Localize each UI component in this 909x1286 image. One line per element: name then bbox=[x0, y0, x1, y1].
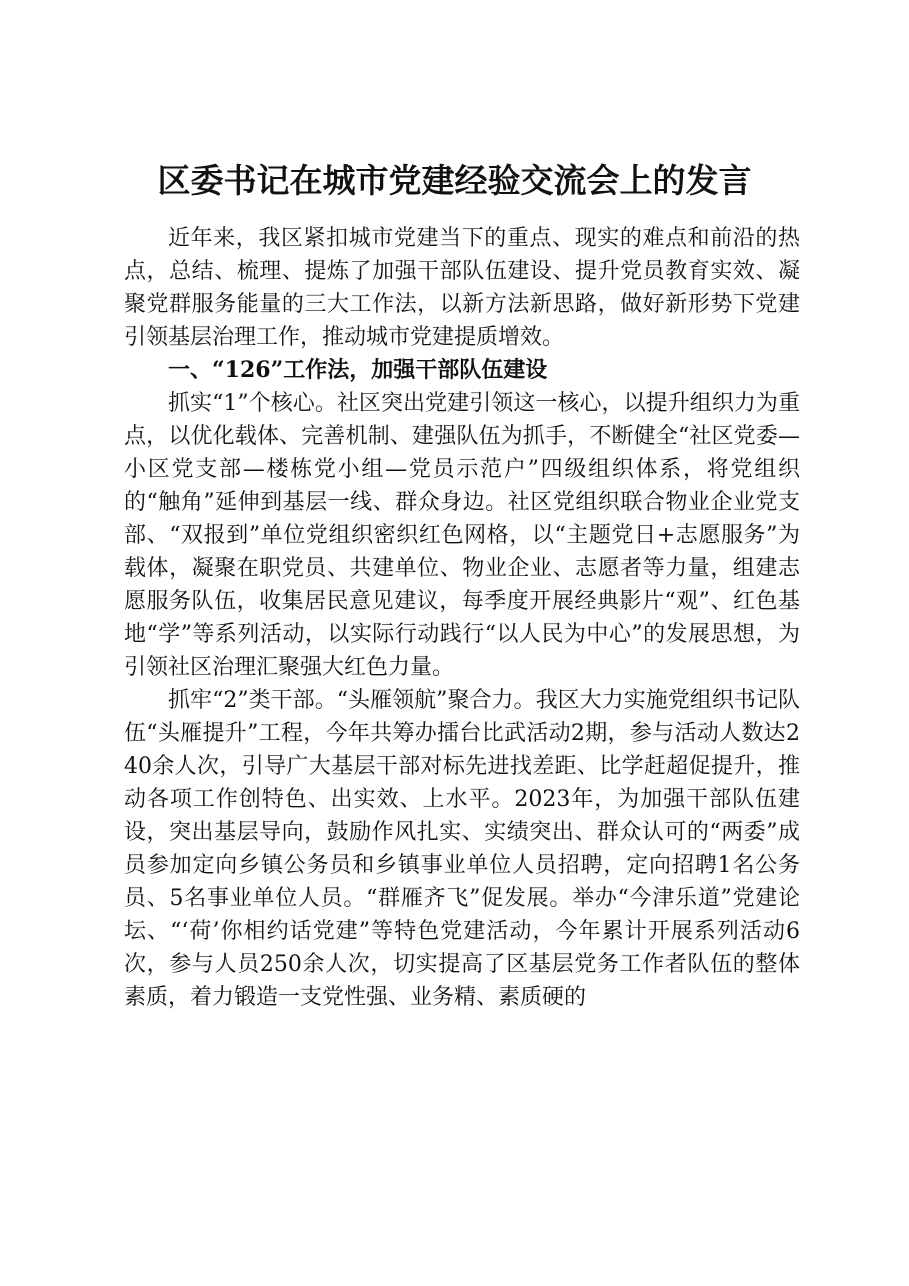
section-heading-1: 一、“126”工作法，加强干部队伍建设 bbox=[168, 357, 548, 383]
paragraph-intro: 近年来，我区紧扣城市党建当下的重点、现实的难点和前沿的热点，总结、梳理、提炼了加强干部队伍建设、提升党员教育实效、凝聚党群服务能量的三大工作法，以新方法新思路，做好新形势下党建引领基层治理工作，推动城市党建提质增效。 bbox=[124, 226, 800, 350]
paragraph-core: 抓实“1”个核心。社区突出党建引领这一核心，以提升组织力为重点，以优化载体、完善机制、建强队伍为抓手，不断健全“社区党委—小区党支部—楼栋党小组—党员示范户”四级组织体系，将党组织的“触角”延伸到基层一线、群众身边。社区党组织联合物业企业党支部、“双报到”单位党组织密织红色网格，以“主题党日+志愿服务”为载体，凝聚在职党员、共建单位、物业企业、志愿者等力量，组建志愿服务队伍，收集居民意见建议，每季度开展经典影片“观”、红色基地“学”等系列活动，以实际行动践行“以人民为中心”的发展思想，为引领社区治理汇聚强大红色力量。 bbox=[124, 391, 800, 680]
document-body bbox=[124, 222, 800, 1014]
paragraph-cadres: 抓牢“2”类干部。“头雁领航”聚合力。我区大力实施党组织书记队伍“头雁提升”工程，今年共筹办擂台比武活动2期，参与活动人数达240余人次，引导广大基层干部对标先进找差距、比学赶超促提升，推动各项工作创特色、出实效、上水平。2023年，为加强干部队伍建设，突出基层导向，鼓励作风扎实、实绩突出、群众认可的“两委”成员参加定向乡镇公务员和乡镇事业单位人员招聘，定向招聘1名公务员、5名事业单位人员。“群雁齐飞”促发展。举办“今津乐道”党建论坛、“‘荷’你相约话党建”等特色党建活动，今年累计开展系列活动6次，参与人员250余人次，切实提高了区基层党务工作者队伍的整体素质，着力锻造一支党性强、业务精、素质硬的 bbox=[124, 688, 800, 1010]
document-title: 区委书记在城市党建经验交流会上的发言 bbox=[157, 161, 752, 200]
